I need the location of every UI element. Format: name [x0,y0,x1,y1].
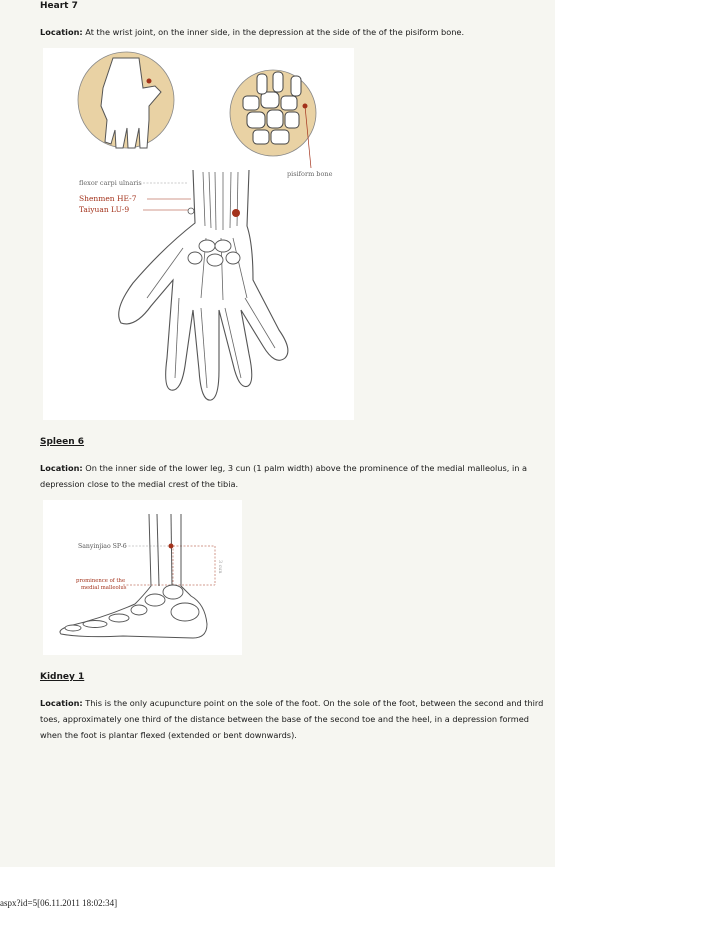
location-text: On the inner side of the lower leg, 3 cun (1 palm width) above the prominence of the medial malleolus, in a depression close to the medial crest of the tibia. [40,463,528,489]
location-label: Location: [40,27,83,37]
location-label: Location: [40,698,83,708]
section-title-spleen-6: Spleen 6 [40,437,85,447]
label-taiyuan: Taiyuan LU-9 [79,205,130,214]
location-text: This is the only acupuncture point on the sole of the foot. On the sole of the foot, between the second and third toes, approximately one third of the distance between the base of the second toe and the heel, in a depression formed when the foot is plantar flexed (extended or bent downwards). [40,698,544,740]
page-footer-url: aspx?id=5[06.11.2011 18:02:34] [0,898,118,908]
location-label: Location: [40,463,83,473]
location-text: At the wrist joint, on the inner side, in the depression at the side of the of the pisiform bone. [85,27,465,37]
label-3-cun: 3 cun [217,560,222,574]
label-medial-malleolus: medial malleolus [81,585,127,591]
location-heart-7 [40,24,548,40]
heart-7-figure [43,48,354,420]
spleen-6-figure [43,500,242,655]
label-prominence: prominence of the [76,578,126,584]
location-kidney-1 [40,695,548,743]
label-sanyinjiao: Sanyinjiao SP-6 [78,543,127,550]
label-pisiform-bone: pisiform bone [287,170,333,178]
section-title-heart-7: Heart 7 [40,1,78,11]
location-spleen-6 [40,460,548,492]
label-flexor-carpi-ulnaris: flexor carpi ulnaris [79,179,142,187]
section-title-kidney-1: Kidney 1 [40,672,85,682]
label-shenmen: Shenmen HE-7 [79,194,137,203]
